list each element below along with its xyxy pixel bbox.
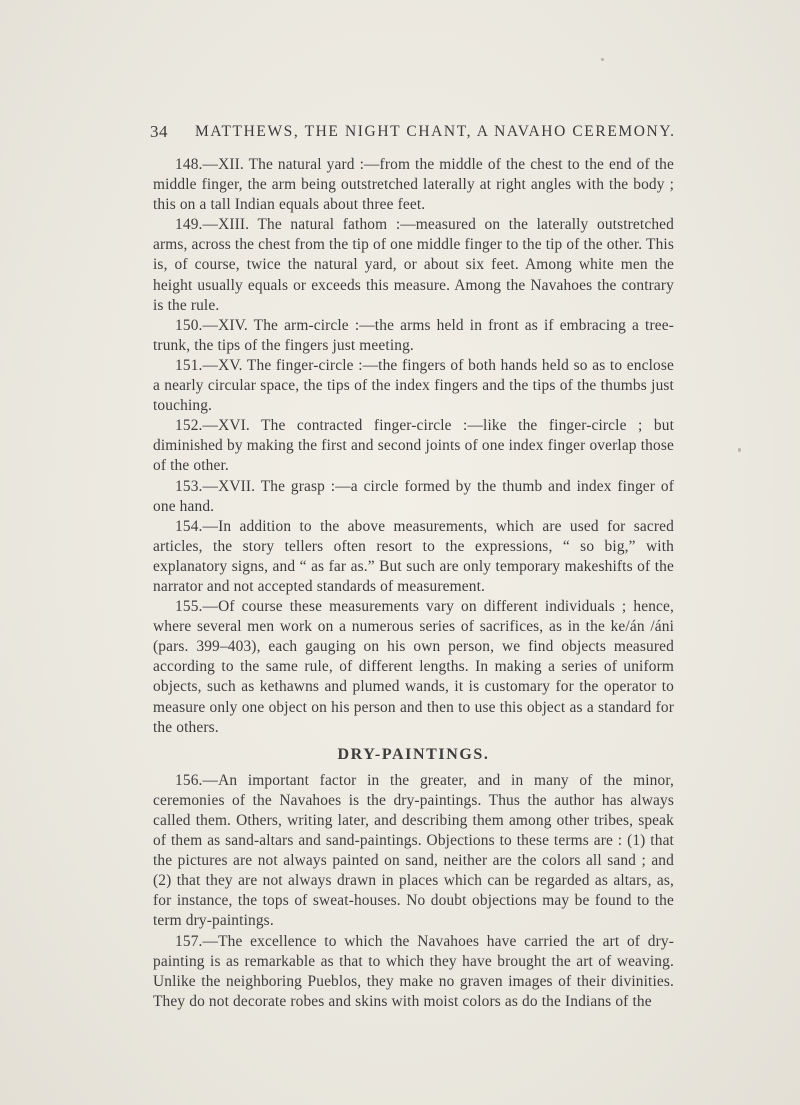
paragraph-154: 154.—In addition to the above measurements, which are used for sacred articles, the story tellers often resort to the expressions, “ so big,” with explanatory signs, and “ as far as.” But such are only temporary makeshifts of the narrator and not accepted standards of measurement. xyxy=(153,517,674,595)
body-text xyxy=(153,155,674,1012)
page-header xyxy=(150,122,676,146)
paper-speck xyxy=(738,448,741,452)
paragraph-148: 148.—XII. The natural yard :—from the middle of the chest to the end of the middle finger, the arm being outstretched laterally at right angles with the body ; this on a tall Indian equals about three feet. xyxy=(153,156,674,214)
paragraph-153: 153.—XVII. The grasp :—a circle formed by the thumb and index finger of one hand. xyxy=(153,477,674,515)
section-heading: DRY-PAINTINGS. xyxy=(337,745,490,763)
paper-speck xyxy=(601,58,604,61)
paragraph-156: 156.—An important factor in the greater, and in many of the minor, ceremonies of the Navahoes is the dry-paintings. Thus the author has always called them. Others, writing later, and describing them among other tribes, speak of them as sand-altars and sand-paintings. Objections to these terms are : (1) that the pictures are not always painted on sand, neither are the colors all sand ; and (2) that they are not always drawn in places which can be regarded as altars, as, for instance, the tops of sweat-houses. No doubt objections may be found to the term dry-paintings. xyxy=(153,771,674,930)
paragraph-157: 157.—The excellence to which the Navahoes have carried the art of dry-painting is as remarkable as that to which they have brought the art of weaving. Unlike the neighboring Pueblos, they make no graven images of their divinities. They do not decorate robes and skins with moist colors as do the Indians of the xyxy=(153,932,674,1010)
page-number: 34 xyxy=(150,122,168,141)
paragraph-151: 151.—XV. The finger-circle :—the fingers of both hands held so as to enclose a nearly circular space, the tips of the index fingers and the tips of the thumbs just touching. xyxy=(153,356,674,415)
paragraph-149: 149.—XIII. The natural fathom :—measured on the laterally outstretched arms, across the chest from the tip of one middle finger to the tip of the other. This is, of course, twice the natural yard, or about six feet. Among white men the height usually equals or exceeds this measure. Among the Navahoes the contrary is the rule. xyxy=(153,216,674,314)
paragraph-150: 150.—XIV. The arm-circle :—the arms held in front as if embracing a tree-trunk, the tips of the fingers just meeting. xyxy=(153,316,674,354)
running-head: MATTHEWS, THE NIGHT CHANT, A NAVAHO CEREMONY. xyxy=(195,123,676,140)
paragraph-155: 155.—Of course these measurements vary on different individuals ; hence, where several men work on a numerous series of sacrifices, as in the ke/án /áni (pars. 399–403), each gauging on his own person, we find objects measured according to the same rule, of different lengths. In making a series of uniform objects, such as kethawns and plumed wands, it is customary for the operator to measure only one object on his person and then to use this object as a standard for the others. xyxy=(153,598,674,736)
paragraph-152: 152.—XVI. The contracted finger-circle :—like the finger-circle ; but diminished by making the first and second joints of one index finger overlap those of the other. xyxy=(153,417,674,475)
